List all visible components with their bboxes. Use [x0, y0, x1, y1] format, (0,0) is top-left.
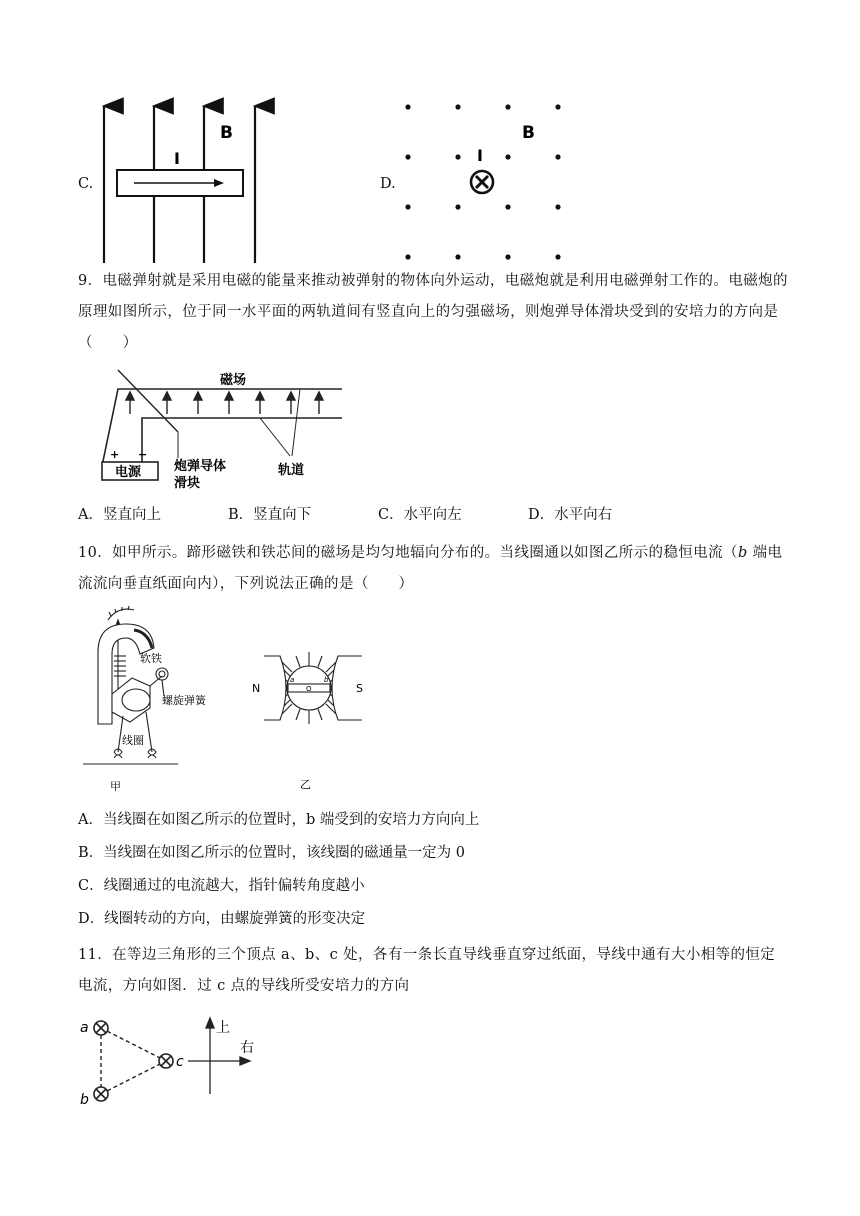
current-label: I — [174, 149, 180, 168]
figure-8d — [395, 95, 575, 267]
minus-sign: − — [138, 448, 148, 461]
option-d-label: D. — [380, 176, 396, 192]
figure-11-triangle — [76, 1008, 276, 1114]
plus-sign: + — [110, 448, 120, 461]
figure-8c — [92, 98, 272, 266]
label-a: a — [80, 1020, 89, 1036]
slider-label-2: 滑块 — [174, 476, 201, 491]
field-label: 磁场 — [220, 373, 247, 388]
figure-9-railgun — [80, 366, 380, 490]
q10-option-a[interactable]: A．当线圈在如图乙所示的位置时，b 端受到的安培力方向向上 — [78, 812, 480, 828]
figure-10-jia — [78, 604, 206, 794]
south-label: S — [356, 682, 363, 695]
question-10-text: 10．如甲所示。蹄形磁铁和铁芯间的磁场是均匀地辐向分布的。当线圈通以如图乙所示的稳恒电流（b 端电流流向垂直纸面向内），下列说法正确的是（ ） — [78, 545, 783, 592]
spring-label: 螺旋弹簧 — [162, 694, 206, 707]
b-end-italic: b — [737, 545, 748, 561]
coil-label: 线圈 — [122, 734, 144, 747]
current-into-page-icon — [471, 171, 493, 193]
caption-jia: 甲 — [110, 780, 121, 793]
source-label: 电源 — [115, 465, 142, 480]
q10-option-c[interactable]: C．线圈通过的电流越大，指针偏转角度越小 — [78, 878, 365, 894]
b-label: b — [324, 676, 329, 684]
field-label: B — [220, 123, 233, 143]
option-c-label: C. — [78, 176, 94, 192]
triangle-edges — [101, 1028, 166, 1094]
figure-10-yi — [250, 648, 368, 794]
question-9-text: 9．电磁弹射就是采用电磁的能量来推动被弹射的物体向外运动，电磁炮就是利用电磁弹射工作的。电磁炮的原理如图所示，位于同一水平面的两轨道间有竖直向上的匀强磁场，则炮弹导体滑块受到的安培力的方向是（ ） — [78, 273, 788, 351]
north-label: N — [252, 682, 261, 695]
q9-option-c[interactable]: C．水平向左 — [378, 507, 462, 523]
slider-label-1: 炮弹导体 — [174, 459, 227, 474]
caption-yi: 乙 — [300, 778, 311, 791]
pole-n — [264, 656, 286, 720]
field-arrows — [126, 392, 323, 414]
soft-iron-label: 软铁 — [140, 652, 162, 665]
wire-icons — [94, 1021, 173, 1101]
q10-option-b[interactable]: B．当线圈在如图乙所示的位置时，该线圈的磁通量一定为 0 — [78, 845, 465, 861]
q10-option-d[interactable]: D．线圈转动的方向，由螺旋弹簧的形变决定 — [78, 911, 366, 927]
label-right: 右 — [240, 1040, 254, 1056]
q9-option-d[interactable]: D．水平向右 — [528, 507, 613, 523]
rail-label: 轨道 — [278, 463, 305, 478]
question-11-text: 11．在等边三角形的三个顶点 a、b、c 处，各有一条长直导线垂直穿过纸面，导线中通有大小相等的恒定电流，方向如图．过 c 点的导线所受安培力的方向 — [78, 947, 776, 994]
current-label: I — [477, 146, 483, 165]
a-label: a — [290, 676, 295, 684]
label-b: b — [80, 1092, 89, 1108]
label-up: 上 — [216, 1020, 230, 1036]
field-label: B — [522, 123, 535, 143]
q9-option-a[interactable]: A．竖直向上 — [78, 507, 161, 523]
o-label: O — [306, 685, 312, 693]
slider — [118, 370, 178, 432]
label-c: c — [176, 1054, 184, 1070]
q9-option-b[interactable]: B．竖直向下 — [228, 507, 312, 523]
